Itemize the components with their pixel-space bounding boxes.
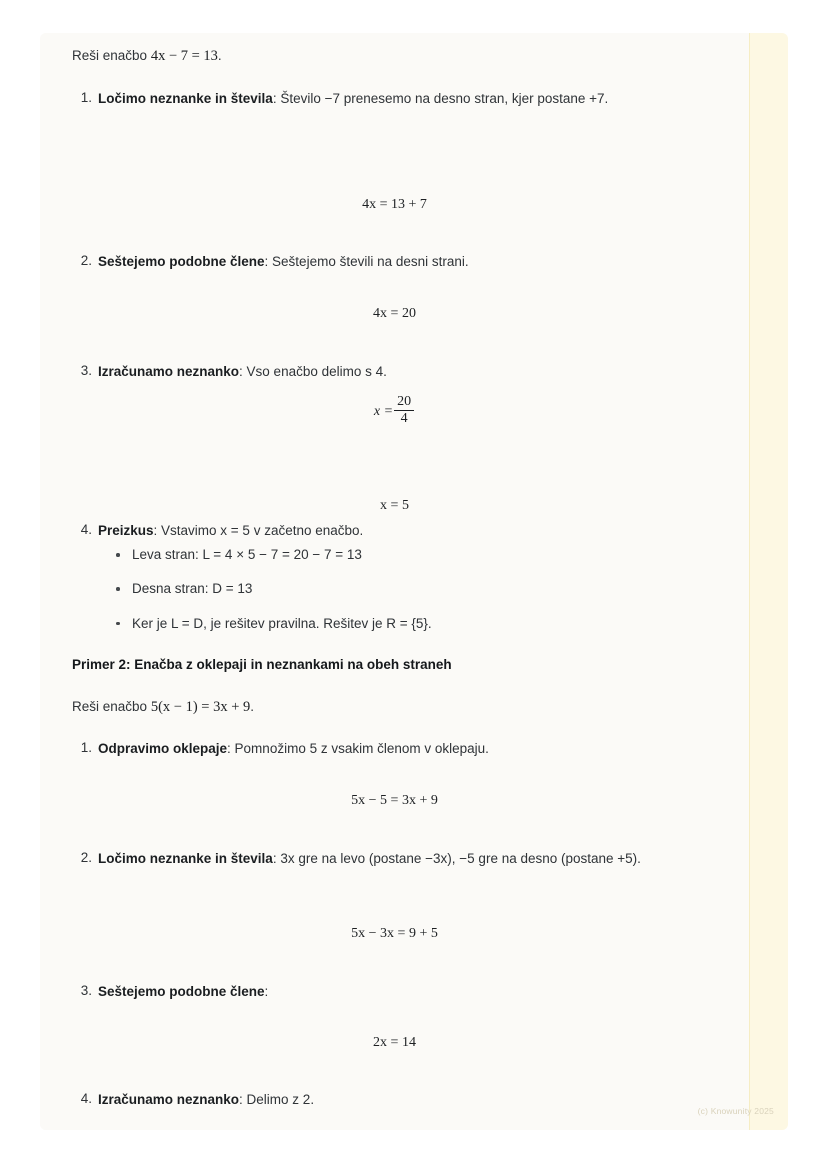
- example2-step-4: [76, 1089, 696, 1111]
- example1-step-2-label: Seštejemo podobne člene: [98, 254, 265, 269]
- list-item: Leva stran: L = 4 × 5 − 7 = 20 − 7 = 13: [110, 545, 690, 565]
- list-item: Desna stran: D = 13: [110, 579, 690, 599]
- example1-step-1-body: [98, 88, 696, 110]
- example1-step-4-body: [98, 520, 696, 542]
- example1-step-4: [76, 520, 696, 542]
- document-content-column: [40, 33, 749, 1130]
- watermark-label: (c) Knowunity 2025: [697, 1106, 774, 1116]
- example1-equation-3-fraction: [394, 394, 414, 427]
- example1-equation-3-numerator: 20: [397, 394, 412, 409]
- example1-prompt-suffix: .: [217, 48, 222, 63]
- example2-step-2-body: [98, 848, 696, 870]
- example1-step-2-number: 2.: [80, 253, 92, 268]
- example1-equation-1: [40, 197, 749, 213]
- example1-step-1-number: 1.: [80, 90, 92, 105]
- example2-equation-3: [40, 1035, 749, 1051]
- example2-step-1-number: 1.: [80, 740, 92, 755]
- document-card: [40, 33, 788, 1130]
- example1-step-4-label: Preizkus: [98, 523, 154, 538]
- example2-prompt: [72, 696, 712, 718]
- example2-step-3-body: [98, 981, 696, 1003]
- example2-step-4-body: [98, 1089, 696, 1111]
- example1-equation-4: [40, 498, 749, 514]
- example2-step-3-text: :: [264, 984, 269, 999]
- example2-step-2-text: : 3x gre na levo (postane −3x), −5 gre na desno (postane +5).: [272, 851, 641, 866]
- example1-step-3-number: 3.: [80, 363, 92, 378]
- example2-prompt-suffix: .: [250, 699, 255, 714]
- list-item: Ker je L = D, je rešitev pravilna. Rešitev je R = {5}.: [110, 614, 690, 634]
- example1-step-2: [76, 251, 696, 273]
- example1-equation-3-denominator: 4: [394, 410, 414, 427]
- example1-step-2-text: : Seštejemo števili na desni strani.: [264, 254, 469, 269]
- example2-equation-1-text: 5x − 5 = 3x + 9: [351, 793, 438, 808]
- example1-equation-2-text: 4x = 20: [373, 306, 416, 321]
- example2-heading: Primer 2: Enačba z oklepaji in neznankami na obeh straneh: [72, 657, 452, 672]
- example1-equation-2: [40, 306, 749, 322]
- example1-step-3-text: : Vso enačbo delimo s 4.: [239, 364, 387, 379]
- example2-equation-2-text: 5x − 3x = 9 + 5: [351, 926, 438, 941]
- example1-step-1-text: : Število −7 prenesemo na desno stran, kjer postane +7.: [272, 91, 609, 106]
- example2-prompt-math: 5(x − 1) = 3x + 9: [150, 699, 251, 715]
- example1-equation-1-text: 4x = 13 + 7: [362, 197, 427, 212]
- example1-equation-3: [40, 395, 749, 428]
- example1-equation-4-text: x = 5: [380, 498, 409, 513]
- example1-step-4-number: 4.: [80, 522, 92, 537]
- example2-step-4-label: Izračunamo neznanko: [98, 1092, 240, 1107]
- example2-equation-1: [40, 793, 749, 809]
- example1-step-3-label: Izračunamo neznanko: [98, 364, 240, 379]
- example2-step-2-label: Ločimo neznanke in števila: [98, 851, 273, 866]
- example2-step-3-number: 3.: [80, 983, 92, 998]
- example2-step-1-label: Odpravimo oklepaje: [98, 741, 228, 756]
- example2-step-3-label: Seštejemo podobne člene: [98, 984, 265, 999]
- example2-step-3: [76, 981, 696, 1003]
- example2-step-1-body: [98, 738, 696, 760]
- example1-step-1: [76, 88, 696, 110]
- example1-step-1-label: Ločimo neznanke in števila: [98, 91, 273, 106]
- example2-prompt-prefix: Reši enačbo: [72, 699, 151, 714]
- example2-step-2: [76, 848, 696, 870]
- example1-prompt-prefix: Reši enačbo: [72, 48, 151, 63]
- example1-step-2-body: [98, 251, 696, 273]
- example2-equation-3-text: 2x = 14: [373, 1035, 416, 1050]
- example1-check-list: [110, 545, 690, 648]
- example2-step-1: [76, 738, 696, 760]
- example1-equation-3-lhs: x =: [373, 403, 394, 419]
- example1-step-3-body: [98, 361, 696, 383]
- example2-step-2-number: 2.: [80, 850, 92, 865]
- example1-step-4-text: : Vstavimo x = 5 v začetno enačbo.: [153, 523, 364, 538]
- example1-prompt-math: 4x − 7 = 13: [150, 48, 218, 64]
- example2-equation-2: [40, 926, 749, 942]
- example2-step-4-number: 4.: [80, 1091, 92, 1106]
- example2-step-1-text: : Pomnožimo 5 z vsakim členom v oklepaju.: [227, 741, 489, 756]
- example2-step-4-text: : Delimo z 2.: [239, 1092, 315, 1107]
- accent-panel: [750, 33, 788, 1130]
- example1-step-3: [76, 361, 696, 383]
- example1-prompt: [72, 45, 712, 67]
